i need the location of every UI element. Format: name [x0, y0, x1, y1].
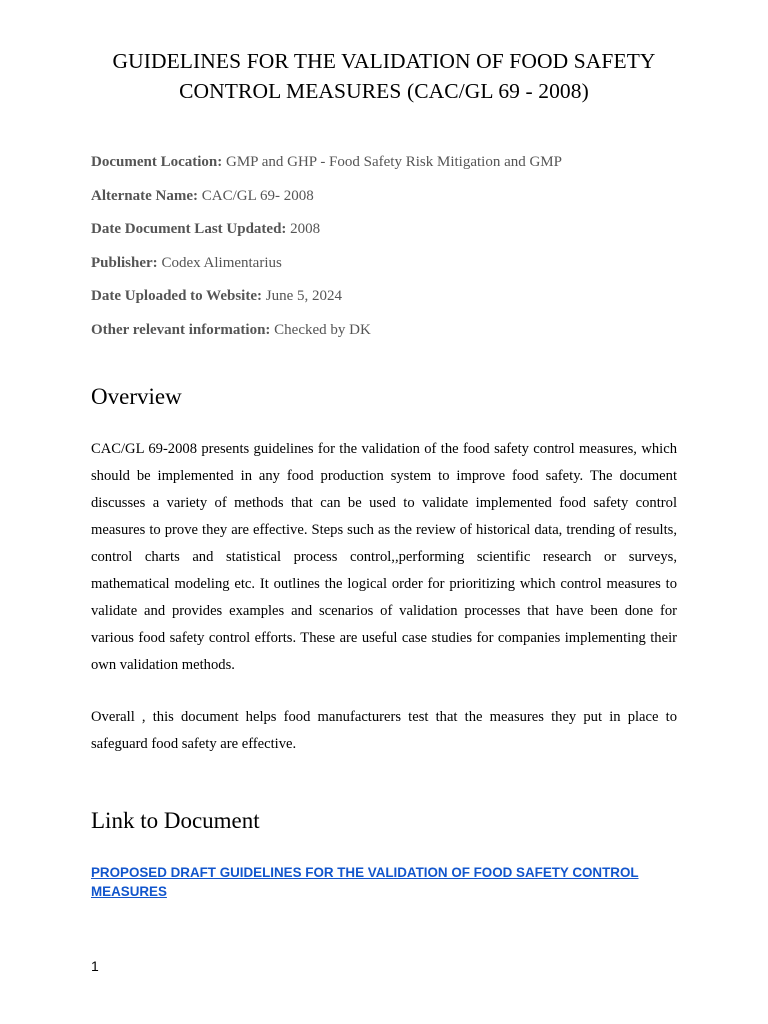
meta-label: Date Uploaded to Website: — [91, 288, 262, 305]
meta-value: GMP and GHP - Food Safety Risk Mitigation and GMP — [226, 154, 562, 170]
meta-publisher — [91, 253, 691, 287]
document-link[interactable]: PROPOSED DRAFT GUIDELINES FOR THE VALIDATION OF FOOD SAFETY CONTROL MEASURES — [91, 865, 639, 899]
meta-document-location — [91, 152, 691, 186]
meta-value: CAC/GL 69- 2008 — [201, 187, 314, 204]
meta-alternate-name — [91, 186, 691, 220]
meta-value: Checked by DK — [274, 321, 371, 338]
meta-label: Date Document Last Updated: — [91, 221, 287, 238]
overview-summary-paragraph: Overall , this document helps food manufacturers test that the measures they put in place to safeguard food safety are effective. — [91, 709, 677, 752]
meta-other-info — [91, 320, 691, 354]
page-number: 1 — [91, 958, 99, 974]
overview-paragraph: CAC/GL 69-2008 presents guidelines for the validation of the food safety control measures, which should be implemented in any food production system to improve food safety. The document discusses a variety of methods that can be used to validate implemented food safety control measures to prove they are effective. Steps such as the review of historical data, trending of results, control charts and statistical process control,,performing scientific research or surveys, mathematical modeling etc. It outlines the logical order for prioritizing which control measures to validate and provides examples and scenarios of validation processes that have been done for various food safety control efforts. These are useful case studies for companies implementing their own validation methods. — [91, 441, 677, 673]
meta-value: June 5, 2024 — [265, 288, 342, 305]
meta-label: Other relevant information: — [91, 321, 271, 338]
meta-label: Publisher: — [91, 254, 158, 271]
meta-date-last-updated — [91, 219, 691, 253]
meta-date-uploaded — [91, 286, 691, 320]
meta-label: Alternate Name: — [91, 187, 199, 204]
link-to-document-heading: Link to Document — [91, 808, 260, 833]
meta-value: Codex Alimentarius — [161, 254, 282, 271]
document-title: GUIDELINES FOR THE VALIDATION OF FOOD SAFETY CONTROL MEASURES (CAC/GL 69 - 2008) — [112, 49, 656, 103]
metadata-block — [91, 152, 691, 354]
meta-label: Document Location: — [91, 154, 223, 170]
overview-heading: Overview — [91, 384, 182, 409]
meta-value: 2008 — [290, 221, 321, 238]
